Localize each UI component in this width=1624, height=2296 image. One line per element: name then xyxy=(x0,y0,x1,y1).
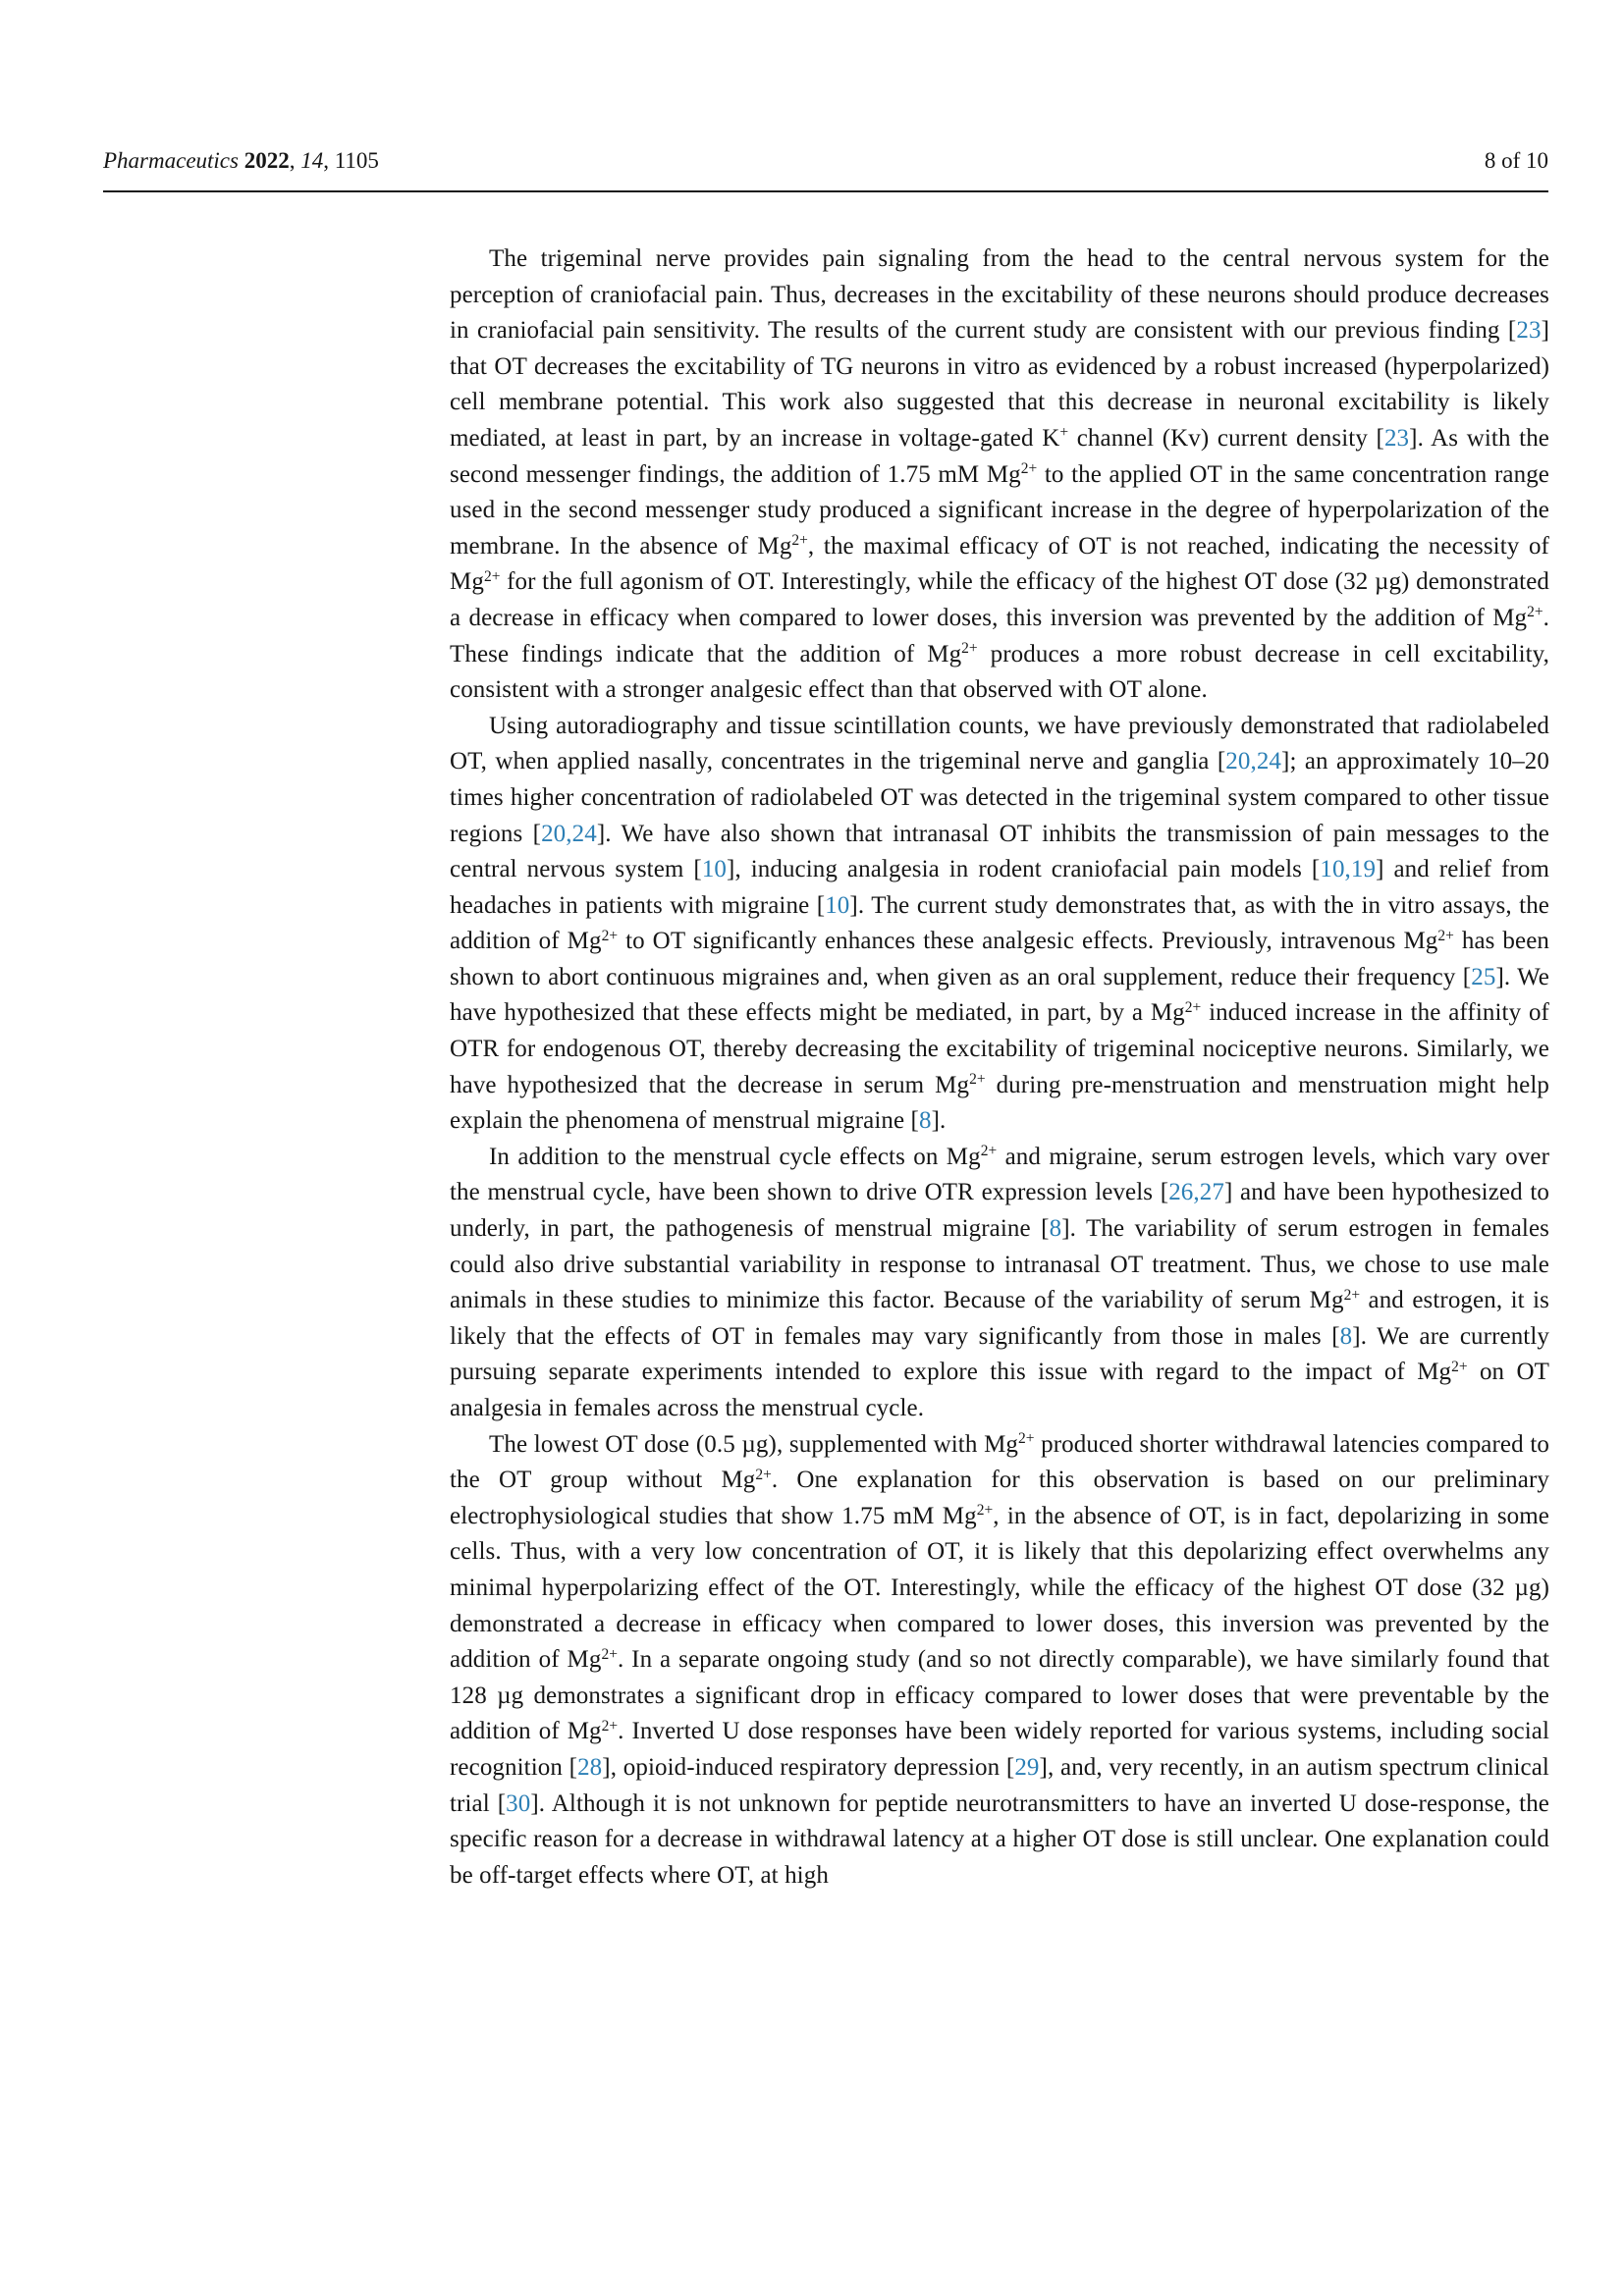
text-run: ], opioid-induced respiratory depression [ xyxy=(602,1753,1015,1781)
journal-citation-segment: 2022 xyxy=(244,148,290,173)
superscript: 2+ xyxy=(1184,998,1202,1016)
superscript: 2+ xyxy=(980,1143,998,1160)
text-run: . These findings indicate that the addition of Mg xyxy=(450,604,1549,667)
superscript: 2+ xyxy=(601,1645,618,1663)
superscript: 2+ xyxy=(961,640,978,658)
paragraph xyxy=(450,709,1549,1140)
text-run: on OT analgesia in females across the menstrual cycle. xyxy=(450,1359,1549,1421)
text-run: , the maximal efficacy of OT is not reached, indicating the necessity of Mg xyxy=(450,532,1549,596)
journal-citation-segment: 14 xyxy=(300,148,324,173)
text-run: to the applied OT in the same concentration range used in the second messenger study produced a significant increase in the degree of hyperpolarization of the membrane. In the absence of Mg xyxy=(450,460,1549,560)
journal-citation-segment: , xyxy=(289,148,301,173)
text-run: for the full agonism of OT. Interestingly, while the efficacy of the highest OT dose (32 µg) demonstrated a decrease in efficacy when compared to lower doses, this inversion was prevented by the addition of Mg xyxy=(450,568,1549,631)
text-run: ] that OT decreases the excitability of TG neurons in vitro as evidenced by a robust increased (hyperpolarized) cell membrane potential. This work also suggested that this decrease in neuronal excitability is likely mediated, at least in part, by an increase in voltage-gated K xyxy=(450,317,1549,452)
text-run: . Inverted U dose responses have been widely reported for various systems, including social recognition [ xyxy=(450,1718,1549,1781)
text-run: ]. We have hypothesized that these effects might be mediated, in part, by a Mg xyxy=(450,963,1549,1027)
citation-link[interactable]: 29 xyxy=(1014,1753,1040,1781)
text-run: produces a more robust decrease in cell excitability, consistent with a stronger analgesic effect than that observed with OT alone. xyxy=(450,640,1550,704)
citation-link[interactable]: 10,19 xyxy=(1320,856,1377,883)
citation-link[interactable]: 25 xyxy=(1471,963,1496,990)
citation-link[interactable]: 8 xyxy=(1339,1322,1353,1350)
citation-link[interactable]: 26,27 xyxy=(1168,1179,1224,1206)
text-run: to OT significantly enhances these analgesic effects. Previously, intravenous Mg xyxy=(618,928,1438,955)
superscript: 2+ xyxy=(976,1502,994,1520)
citation-link[interactable]: 23 xyxy=(1383,424,1410,452)
text-run: induced increase in the affinity of OTR for endogenous OT, thereby decreasing the excitability of trigeminal nociceptive neurons. Similarly, we have hypothesized that the decrease in serum Mg xyxy=(450,999,1549,1098)
superscript: 2+ xyxy=(969,1071,986,1089)
text-run: ]. As with the second messenger findings, the addition of 1.75 mM Mg xyxy=(450,424,1550,488)
superscript: 2+ xyxy=(601,927,619,944)
citation-link[interactable]: 10 xyxy=(825,891,850,919)
superscript: 2+ xyxy=(1343,1286,1361,1304)
header-rule xyxy=(103,190,1548,192)
superscript: + xyxy=(1059,424,1069,442)
text-run: produced shorter withdrawal latencies compared to the OT group without Mg xyxy=(450,1430,1549,1494)
journal-citation-segment: , 1105 xyxy=(323,148,379,173)
superscript: 2+ xyxy=(1018,1430,1035,1448)
citation-link[interactable]: 28 xyxy=(577,1753,603,1781)
paragraph xyxy=(450,241,1549,709)
text-run: ]. We have also shown that intranasal OT inhibits the transmission of pain messages to the central nervous system [ xyxy=(450,820,1549,883)
page-number: 8 of 10 xyxy=(1484,148,1548,173)
superscript: 2+ xyxy=(1451,1358,1468,1375)
text-run: ]. The variability of serum estrogen in females could also drive substantial variability in response to intranasal OT treatment. Thus, we chose to use male animals in these studies to minimize this factor. Because of the variability of serum Mg xyxy=(450,1215,1549,1314)
text-run: and estrogen, it is likely that the effects of OT in females may vary significantly from those in males [ xyxy=(450,1287,1549,1350)
text-run: channel (Kv) current density [ xyxy=(1068,424,1384,452)
text-run: . In a separate ongoing study (and so not directly comparable), we have similarly found that 128 µg demonstrates a significant drop in efficacy compared to lower doses that were preventable by the addition of Mg xyxy=(450,1646,1550,1745)
journal-citation-segment: Pharmaceutics xyxy=(103,148,244,173)
superscript: 2+ xyxy=(1020,460,1038,478)
citation-link[interactable]: 20,24 xyxy=(1225,748,1282,775)
citation-link[interactable]: 10 xyxy=(701,856,728,883)
citation-link[interactable]: 8 xyxy=(918,1107,932,1135)
text-run: , in the absence of OT, is in fact, depolarizing in some cells. Thus, with a very low concentration of OT, it is likely that this depolarizing effect overwhelms any minimal hyperpolarizing effect of the OT. Interestingly, while the efficacy of the highest OT dose (32 µg) demonstrated a decrease in efficacy when compared to lower doses, this inversion was prevented by the addition of Mg xyxy=(450,1502,1550,1674)
text-run: ] and relief from headaches in patients with migraine [ xyxy=(450,856,1550,919)
text-run: The lowest OT dose (0.5 µg), supplemented with Mg xyxy=(489,1430,1018,1458)
text-run: ] and have been hypothesized to underly, in part, the pathogenesis of menstrual migraine [ xyxy=(450,1179,1549,1243)
superscript: 2+ xyxy=(755,1466,772,1483)
text-run: ]. xyxy=(931,1107,947,1135)
text-run: . One explanation for this observation is based on our preliminary electrophysiological studies that show 1.75 mM Mg xyxy=(450,1467,1549,1529)
superscript: 2+ xyxy=(1437,927,1454,944)
text-run: The trigeminal nerve provides pain signaling from the head to the central nervous system for the perception of craniofacial pain. Thus, decreases in the excitability of these neurons should produce decreases in craniofacial pain sensitivity. The results of the current study are consistent with our previous finding [ xyxy=(450,245,1549,345)
superscript: 2+ xyxy=(483,567,501,585)
text-run: ], and, very recently, in an autism spectrum clinical trial [ xyxy=(450,1753,1549,1817)
text-run: and migraine, serum estrogen levels, which vary over the menstrual cycle, have been shown to drive OTR expression levels [ xyxy=(450,1143,1549,1206)
text-run: Using autoradiography and tissue scintillation counts, we have previously demonstrated that radiolabeled OT, when applied nasally, concentrates in the trigeminal nerve and ganglia [ xyxy=(450,712,1549,775)
paragraph xyxy=(450,1427,1549,1895)
paragraph xyxy=(450,1140,1549,1427)
citation-link[interactable]: 8 xyxy=(1049,1215,1062,1243)
text-run: ]. Although it is not unknown for peptide neurotransmitters to have an inverted U dose-response, the specific reason for a decrease in withdrawal latency at a higher OT dose is still unclear. One explanation could be off-target effects where OT, at high xyxy=(450,1789,1549,1889)
text-run: ]; an approximately 10–20 times higher concentration of radiolabeled OT was detected in the trigeminal system compared to other tissue regions [ xyxy=(450,748,1550,847)
text-run: has been shown to abort continuous migraines and, when given as an oral supplement, reduce their frequency [ xyxy=(450,928,1550,990)
text-run: ]. The current study demonstrates that, as with the in vitro assays, the addition of Mg xyxy=(450,891,1549,955)
citation-link[interactable]: 23 xyxy=(1516,317,1542,345)
citation-link[interactable]: 20,24 xyxy=(541,820,597,847)
text-run: ]. We are currently pursuing separate experiments intended to explore this issue with regard to the impact of Mg xyxy=(450,1322,1549,1386)
superscript: 2+ xyxy=(1527,604,1543,621)
text-run: during pre-menstruation and menstruation might help explain the phenomena of menstrual migraine [ xyxy=(450,1071,1549,1135)
superscript: 2+ xyxy=(791,532,808,550)
text-run: ], inducing analgesia in rodent craniofacial pain models [ xyxy=(727,856,1321,883)
journal-citation xyxy=(103,147,379,175)
text-run: In addition to the menstrual cycle effects on Mg xyxy=(489,1143,981,1170)
superscript: 2+ xyxy=(601,1717,619,1735)
article-body xyxy=(450,241,1549,1894)
citation-link[interactable]: 30 xyxy=(506,1789,531,1817)
page-header xyxy=(103,147,1548,175)
